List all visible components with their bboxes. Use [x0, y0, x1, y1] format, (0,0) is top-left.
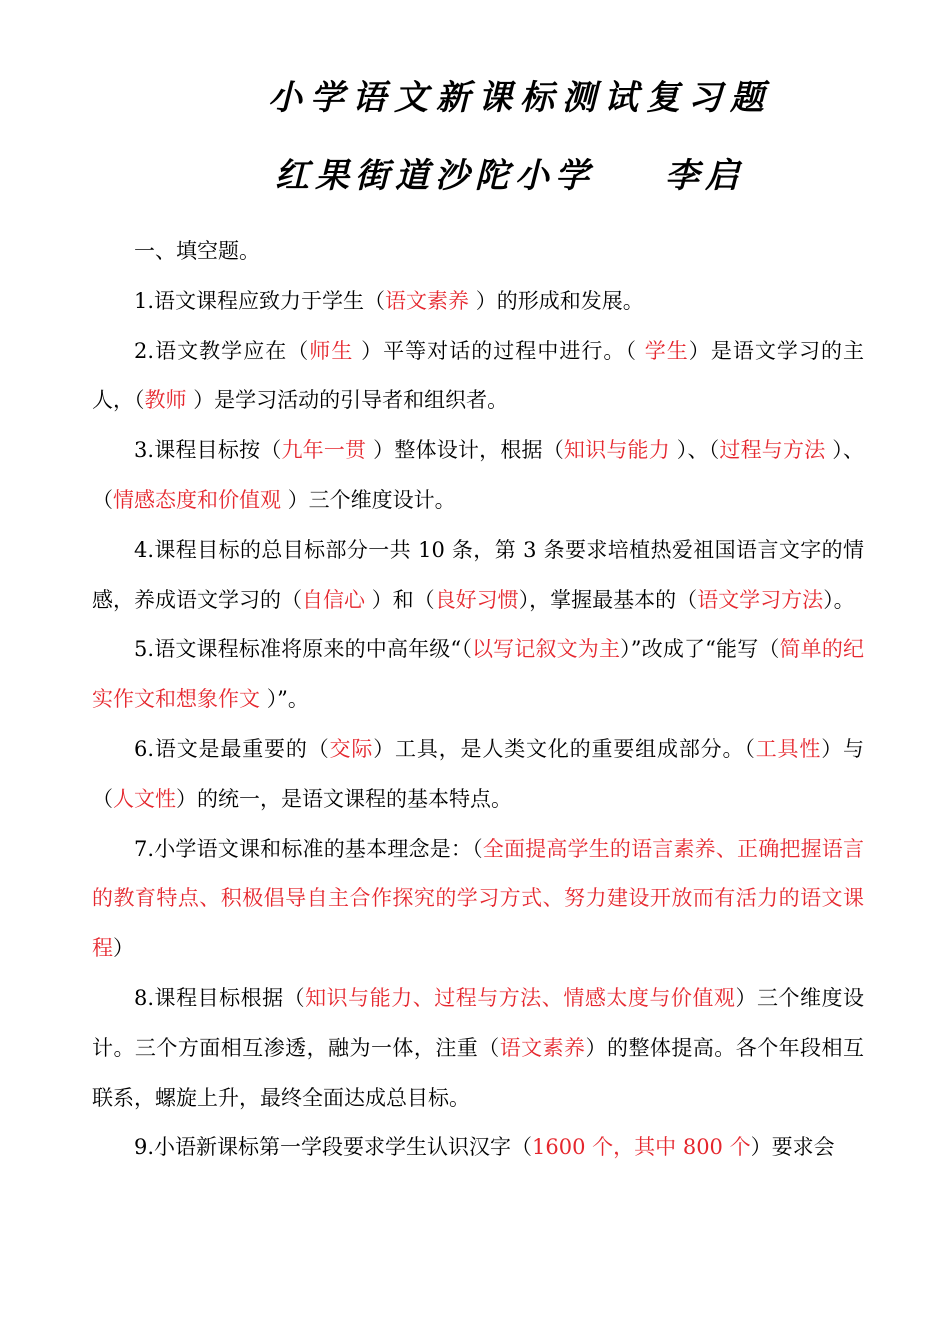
question-item [92, 625, 864, 725]
document-body [92, 227, 864, 1173]
question-text: ）三个维度设计。三个方面相互渗透，融为一体，注重（ [92, 985, 865, 1060]
answer-text: 交际 [329, 736, 374, 761]
answer-text: 知识与能力、过程与方法、情感太度与价值观 [305, 985, 736, 1010]
answer-text: 语文学习方法 [697, 587, 824, 612]
answer-text: 语文素养 [499, 1035, 586, 1060]
question-item [92, 277, 864, 327]
answer-text: 学生 [644, 338, 689, 363]
question-text: 4.课程目标的总目标部分一共 10 条，第 3 条要求培植热爱祖国语言文字的情感，养成语文学习的（ [92, 537, 864, 612]
question-text: ）是语文学习的主人，（ [92, 338, 865, 413]
question-text: ）的形成和发展。 [475, 288, 644, 313]
answer-text: 师生 [309, 338, 362, 363]
question-text: ）。 [823, 587, 855, 612]
question-item [92, 426, 864, 526]
answer-text: 以写记叙文为主 [471, 637, 621, 662]
answer-text: 过程与方法 [719, 438, 833, 463]
answer-text: 人文性 [113, 786, 176, 811]
question-item [92, 825, 864, 974]
document-subtitle [0, 148, 950, 197]
answer-text: 情感态度和价值观 [113, 487, 288, 512]
author-name: 李启 [665, 156, 745, 196]
question-text: 8.课程目标根据（ [134, 985, 306, 1010]
question-text: ）与（ [92, 736, 865, 811]
question-text: ）要求会 [750, 1135, 835, 1160]
question-item [92, 725, 864, 825]
question-text: ）的整体提高。各个年段相互联系，螺旋上升，最终全面达成总目标。 [92, 1035, 865, 1110]
question-text: ）和（ [371, 587, 435, 612]
question-text: ）”改成了“能写（ [620, 637, 780, 662]
answer-text: 语文素养 [385, 288, 476, 313]
answer-text: 知识与能力 [563, 438, 677, 463]
question-text: 9.小语新课标第一学段要求学生认识汉字（ [134, 1135, 533, 1160]
question-item [92, 1123, 864, 1173]
question-text: 2.语文教学应在（ [134, 338, 310, 363]
answer-text: 教师 [144, 388, 194, 413]
question-text: ）整体设计，根据（ [373, 438, 564, 463]
answer-text: 1600 个，其中 800 个 [532, 1135, 751, 1160]
answer-text: 良好习惯 [434, 587, 519, 612]
question-text: ）是学习活动的引导者和组织者。 [193, 388, 509, 413]
answer-text: 工具性 [755, 736, 822, 761]
question-text: ）三个维度设计。 [287, 487, 456, 512]
answer-text: 九年一贯 [281, 438, 374, 463]
question-text: ） [113, 936, 134, 961]
question-item [92, 526, 864, 626]
question-text: ）工具，是人类文化的重要组成部分。（ [373, 736, 756, 761]
question-text: ）、（ [676, 438, 720, 463]
question-text: 5.语文课程标准将原来的中高年级“（ [134, 637, 472, 662]
question-item [92, 327, 864, 427]
question-item [92, 974, 864, 1123]
question-text: 1.语文课程应致力于学生（ [134, 288, 386, 313]
question-text: ）、（ [92, 438, 864, 512]
document-title: 小学语文新课标测试复习题 [268, 78, 772, 118]
section-heading: 一、填空题。 [134, 239, 260, 263]
question-text: ）平等对话的过程中进行。（ [361, 338, 645, 363]
question-text: 7.小学语文课和标准的基本理念是：（ [134, 836, 483, 861]
question-text: 3.课程目标按（ [134, 438, 282, 463]
question-text: 6.语文是最重要的（ [134, 736, 330, 761]
question-text: ），掌握最基本的（ [518, 587, 698, 612]
question-text: ）”。 [266, 687, 309, 712]
answer-text: 全面提高学生的语言素养、正确把握语言的教育特点、积极倡导自主合作探究的学习方式、努力建设开放而有活力的语文课程 [92, 836, 864, 961]
answer-text: 简单的纪实作文和想象作文 [92, 637, 864, 712]
answer-text: 自信心 [302, 587, 372, 612]
school-name: 红果街道沙陀小学 [275, 156, 595, 196]
question-text: ）的统一，是语文课程的基本特点。 [176, 786, 512, 811]
